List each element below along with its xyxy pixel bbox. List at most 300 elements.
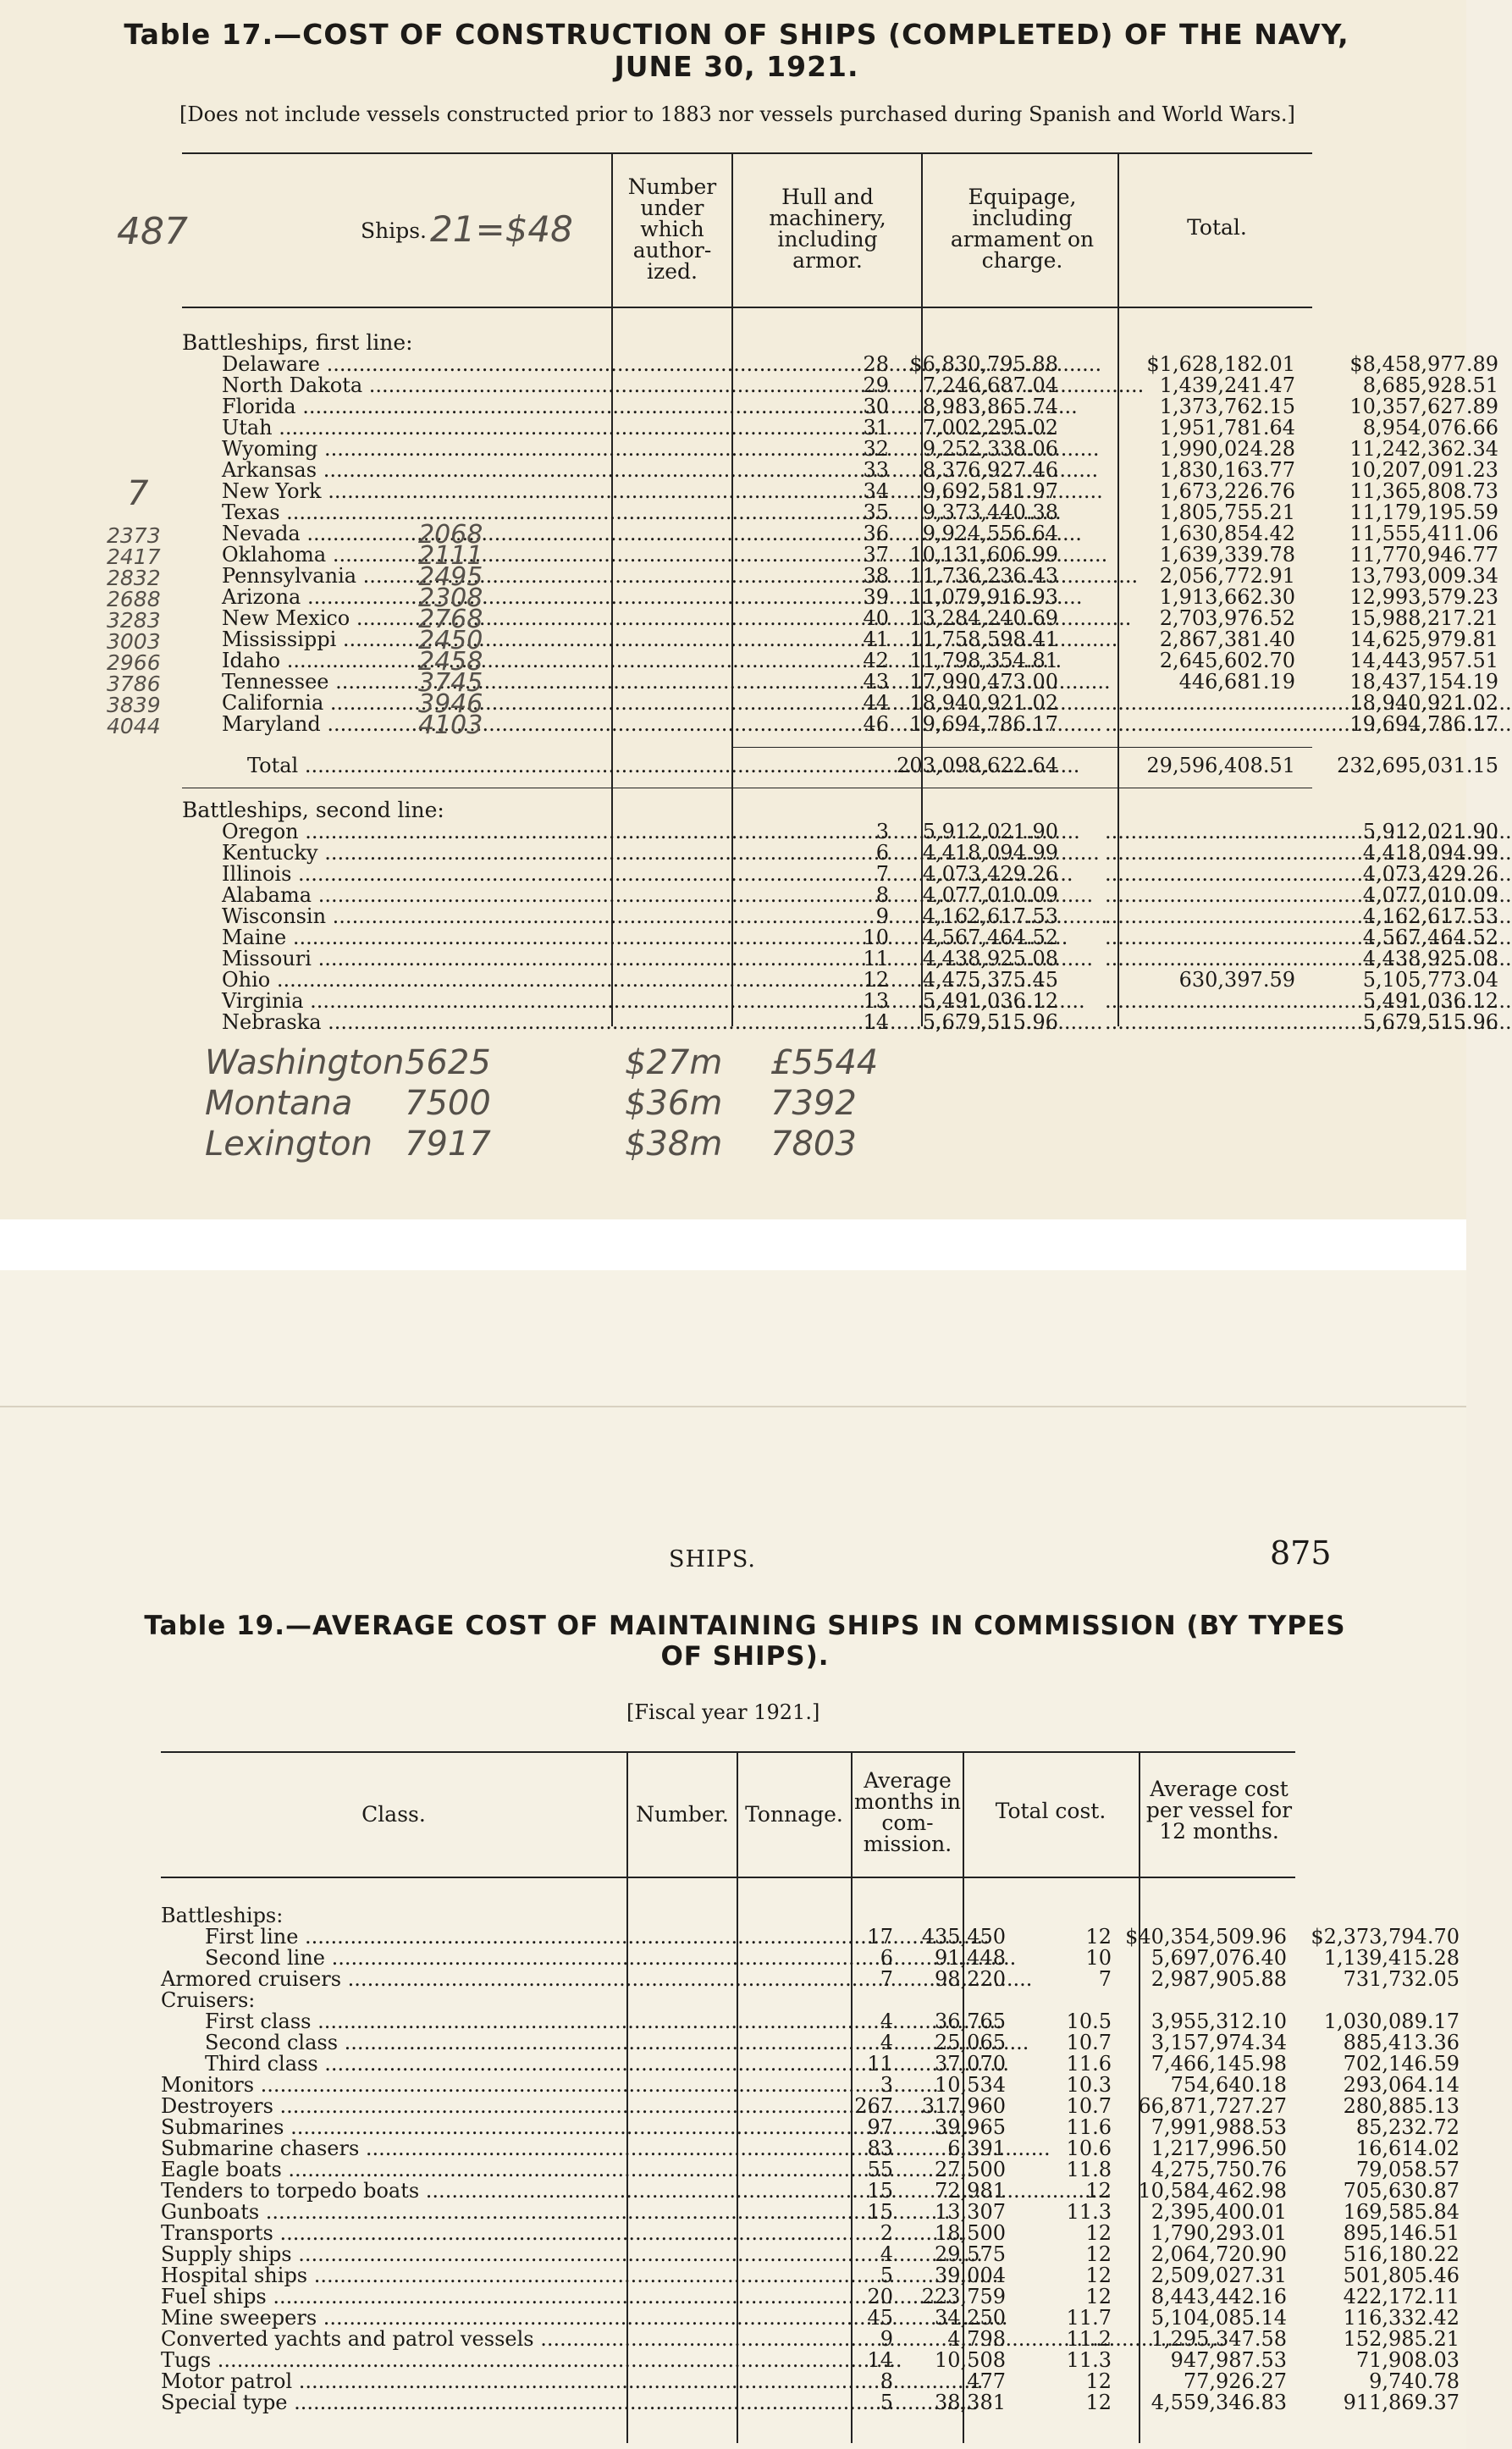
total-cost: 2,064,720.90 [1151,2242,1287,2266]
table-row [161,1967,1460,1991]
handwritten-right-number: 2458 [418,647,483,677]
total-row [178,754,1498,777]
months-in-commission: 10.7 [1066,2031,1112,2054]
authorization-number: 46 [863,712,889,736]
header-number: Number under which author- ized. [627,174,717,284]
handwritten-right-number: 2768 [418,605,483,634]
vessel-count: 11 [867,2052,893,2076]
handwritten-ship-name: Montana [205,1084,353,1123]
hull-cost: 10,131,606.99 [909,543,1058,567]
vessel-count: 17 [867,1925,893,1949]
total-rule [731,747,1312,748]
header-ships: Ships. [360,218,427,243]
table-row [161,2179,1460,2203]
table-row [161,2031,1460,2054]
authorization-number: 12 [863,968,889,992]
ship-name: Tennessee ..... [178,672,649,693]
authorization-number: 34 [863,479,889,503]
total-cost: 5,104,085.14 [1151,2306,1287,2330]
authorization-number: 40 [863,606,889,630]
ship-name: Kentucky ..... [178,843,649,864]
class-name: Battleships: [161,1904,284,1927]
table-row [161,1946,1460,1970]
handwritten-right-number: 4103 [418,710,483,740]
paper-slip [0,1270,1466,1407]
total-cost: 10,357,627.89 [1349,395,1498,418]
total-cost: 1,295,347.58 [1151,2327,1287,2351]
average-cost: 885,413.36 [1343,2031,1460,2054]
table-row [161,2327,1460,2351]
total-cost: 15,988,217.21 [1349,606,1498,630]
class-name: Submarine chasers ..... [161,2138,622,2159]
table-row [161,2073,1460,2097]
months-in-commission: 11.2 [1066,2327,1112,2351]
class-name: Mine sweepers ..... [161,2308,622,2329]
table-row [178,522,1498,545]
tonnage: 4,798 [947,2327,1006,2351]
tonnage: 435,450 [921,1925,1006,1949]
t19-header-tonnage: Tonnage. [745,1802,843,1827]
hull-cost: 7,246,687.04 [922,373,1058,397]
hull-cost: 13,284,240.69 [909,606,1058,630]
vessel-count: 7 [880,1967,893,1991]
total-cost: 66,871,727.27 [1138,2094,1287,2118]
handwritten-right-number: 2495 [418,562,483,592]
total-cost: 10,584,462.98 [1138,2179,1287,2203]
equipage-cost: 1,990,024.28 [1159,437,1295,461]
class-name: Eagle boats ..... [161,2159,622,2181]
empty-cell-leader [1105,1012,1295,1033]
table-row [178,926,1498,949]
authorization-number: 36 [863,522,889,545]
handwritten-left-number: 2417 [107,545,161,569]
empty-cell-leader [1105,991,1295,1012]
table-row [178,904,1498,928]
table-17-subtitle: [Does not include vessels constructed prior to 1883 nor vessels purchased during Spanish and World Wars.] [179,102,1295,126]
section-first-line: Battleships, first line: [182,330,413,355]
equipage-cost: 1,439,241.47 [1159,373,1295,397]
table-row [178,352,1498,376]
total-cost: 19,694,786.17 [1349,712,1498,736]
total-cost: 14,443,957.51 [1349,649,1498,672]
authorization-number: 30 [863,395,889,418]
equipage-cost: 1,639,339.78 [1159,543,1295,567]
ship-name: New York ..... [178,481,649,502]
vessel-count: 6 [880,1946,893,1970]
ship-name: Delaware ..... [178,354,649,375]
average-cost: 71,908.03 [1355,2348,1460,2372]
table-row [178,500,1498,524]
class-name: Fuel ships ..... [161,2286,622,2308]
class-name: Second line ..... [161,1948,622,1969]
ship-name: Oklahoma ..... [178,545,649,566]
authorization-number: 31 [863,416,889,439]
ship-name: Idaho ..... [178,650,649,672]
table-row [178,458,1498,482]
total-cost: 11,770,946.77 [1349,543,1498,567]
tonnage: 6,391 [947,2137,1006,2160]
vessel-count: 55 [867,2158,893,2181]
hull-cost: 5,912,021.90 [922,820,1058,843]
total-cost: 11,242,362.34 [1349,437,1498,461]
handwritten-tonnage: 7500 [405,1084,491,1123]
vessel-count: 20 [867,2285,893,2308]
total-cost: $8,458,977.89 [1349,352,1498,376]
table-row [178,968,1498,992]
total-hull: 203,098,622.64 [897,754,1058,777]
equipage-cost: 1,913,662.30 [1159,585,1295,609]
average-cost: 516,180.22 [1343,2242,1460,2266]
months-in-commission: 12 [1085,2369,1112,2393]
hull-cost: 9,692,581.97 [922,479,1058,503]
total-cost: 5,912,021.90 [1362,820,1498,843]
total-cost: 3,157,974.34 [1151,2031,1287,2054]
tonnage: 10,508 [935,2348,1006,2372]
equipage-cost: 1,830,163.77 [1159,458,1295,482]
table-row [161,2242,1460,2266]
scan-gap [0,1219,1466,1270]
total-cost: 5,491,036.12 [1362,989,1498,1013]
total-cost: 2,509,027.31 [1151,2264,1287,2287]
average-cost: 1,030,089.17 [1323,2010,1460,2033]
vessel-count: 4 [880,2242,893,2266]
equipage-cost: 2,703,976.52 [1159,606,1295,630]
empty-cell-leader [1105,906,1295,927]
handwritten-left-number: 3839 [107,693,161,717]
equipage-cost: $1,628,182.01 [1146,352,1295,376]
table-row [161,2221,1460,2245]
handwritten-left-number: 3003 [107,629,161,654]
handwritten-note-seven: 7 [127,474,149,513]
vessel-count: 5 [880,2391,893,2414]
authorization-number: 35 [863,500,889,524]
table-row [161,2285,1460,2308]
equipage-cost: 1,673,226.76 [1159,479,1295,503]
authorization-number: 11 [863,947,889,970]
table-row [178,670,1498,694]
average-cost: 280,885.13 [1343,2094,1460,2118]
empty-cell-leader [1105,948,1295,970]
months-in-commission: 10.7 [1066,2094,1112,2118]
ship-name: Illinois ..... [178,864,649,885]
total-cost: 18,437,154.19 [1349,670,1498,694]
page-table-17 [0,0,1498,1219]
handwritten-cost-millions: $36m [625,1084,723,1123]
ship-name: Nebraska ..... [178,1012,649,1033]
total-cost: 754,640.18 [1170,2073,1287,2097]
empty-cell-leader [1105,864,1295,885]
hull-cost: 9,252,338.06 [922,437,1058,461]
ship-name: Virginia ..... [178,991,649,1012]
total-cost: 1,217,996.50 [1151,2137,1287,2160]
tonnage: 29,575 [935,2242,1006,2266]
fiscal-year: [Fiscal year 1921.] [626,1700,820,1724]
hull-cost: 8,376,927.46 [922,458,1058,482]
tonnage: 27,500 [935,2158,1006,2181]
total-cost: 10,207,091.23 [1349,458,1498,482]
handwritten-right-number: 2111 [418,541,483,571]
ship-name: Arkansas ..... [178,460,649,481]
tonnage: 10,534 [935,2073,1006,2097]
table-row [178,416,1498,439]
total-cost: 4,275,750.76 [1151,2158,1287,2181]
authorization-number: 10 [863,926,889,949]
hull-cost: 17,990,473.00 [909,670,1058,694]
hull-cost: 8,983,865.74 [922,395,1058,418]
handwritten-left-number: 2688 [107,587,161,611]
table-row [161,2306,1460,2330]
class-name: Tenders to torpedo boats ..... [161,2181,622,2202]
hull-cost: 11,798,354.81 [909,649,1058,672]
average-cost: 702,146.59 [1343,2052,1460,2076]
equipage-cost: 1,951,781.64 [1159,416,1295,439]
months-in-commission: 12 [1085,2242,1112,2266]
class-name: Destroyers ..... [161,2096,622,2117]
ship-name: Ohio ..... [178,970,649,991]
table-row [178,437,1498,461]
authorization-number: 44 [863,691,889,715]
hull-cost: 4,475,375.45 [922,968,1058,992]
vessel-count: 15 [867,2200,893,2224]
table-row [178,841,1498,865]
ship-name: Mississippi ..... [178,629,649,650]
months-in-commission: 12 [1085,2285,1112,2308]
vessel-count: 8 [880,2369,893,2393]
running-head: SHIPS. [669,1546,756,1573]
months-in-commission: 12 [1085,2264,1112,2287]
authorization-number: 29 [863,373,889,397]
total-cost: $40,354,509.96 [1125,1925,1287,1949]
t19-header-number: Number. [636,1802,729,1827]
table-row [161,2369,1460,2393]
table-row [178,564,1498,588]
total-label: Total ..... [178,755,607,777]
hull-cost: 7,002,295.02 [922,416,1058,439]
ship-name: Utah ..... [178,417,649,439]
table-row [178,820,1498,843]
average-cost: 85,232.72 [1355,2115,1460,2139]
ship-name: Pennsylvania ..... [178,566,649,587]
table-19-title: Table 19.—AVERAGE COST OF MAINTAINING SHIPS IN COMMISSION (BY TYPES OF SHIPS). [144,1611,1346,1672]
handwritten-tonnage: 7917 [405,1125,491,1164]
average-cost: 9,740.78 [1369,2369,1460,2393]
authorization-number: 39 [863,585,889,609]
total-cost: 4,438,925.08 [1362,947,1498,970]
months-in-commission: 11.7 [1066,2306,1112,2330]
handwritten-ship-name: Lexington [205,1125,372,1164]
total-cost: 11,555,411.06 [1349,522,1498,545]
equipage-cost: 2,867,381.40 [1159,627,1295,651]
handwritten-right-number: 2308 [418,583,483,613]
vessel-count: 3 [880,2073,893,2097]
table-row [178,989,1498,1013]
equipage-cost: 1,805,755.21 [1159,500,1295,524]
table-row [161,2137,1460,2160]
total-cost: 4,077,010.09 [1362,883,1498,907]
total-cost: 7,466,145.98 [1151,2052,1287,2076]
authorization-number: 33 [863,458,889,482]
ship-name: New Mexico ..... [178,608,649,629]
total-cost: 8,685,928.51 [1362,373,1498,397]
table-row [178,606,1498,630]
table-row [178,862,1498,886]
table-row [161,2158,1460,2181]
table-row [161,2115,1460,2139]
total-cost: 5,105,773.04 [1362,968,1498,992]
tonnage: 72,981 [935,2179,1006,2203]
tonnage: 37,070 [935,2052,1006,2076]
handwritten-left-number: 3786 [107,672,161,696]
ship-name: Arizona ..... [178,587,649,608]
authorization-number: 28 [863,352,889,376]
ship-name: Missouri ..... [178,948,649,970]
average-cost: 293,064.14 [1343,2073,1460,2097]
tonnage: 13,307 [935,2200,1006,2224]
header-bottom-rule [182,307,1312,308]
table-row [178,883,1498,907]
section-second-line: Battleships, second line: [182,798,444,822]
hull-cost: 4,162,617.53 [922,904,1058,928]
average-cost: 79,058.57 [1355,2158,1460,2181]
authorization-number: 8 [875,883,889,907]
handwritten-left-number: 2832 [107,566,161,590]
hull-cost: 5,679,515.96 [922,1010,1058,1034]
total-cost: 4,162,617.53 [1362,904,1498,928]
average-cost: 422,172.11 [1343,2285,1460,2308]
ship-name: Florida ..... [178,396,649,417]
total-cost: 2,987,905.88 [1151,1967,1287,1991]
average-cost: 705,630.87 [1343,2179,1460,2203]
table-row [178,479,1498,503]
months-in-commission: 11.8 [1066,2158,1112,2181]
average-cost: 152,985.21 [1343,2327,1460,2351]
total-cost: 14,625,979.81 [1349,627,1498,651]
class-name: Gunboats ..... [161,2202,622,2223]
table-row [161,2010,1460,2033]
tonnage: 223,759 [921,2285,1006,2308]
table-row [178,543,1498,567]
table-row [161,1925,1460,1949]
months-in-commission: 11.3 [1066,2200,1112,2224]
total-cost: 12,993,579.23 [1349,585,1498,609]
authorization-number: 32 [863,437,889,461]
ship-name: North Dakota ..... [178,375,649,396]
t19-header-class: Class. [361,1802,426,1827]
table-row [178,395,1498,418]
vessel-count: 97 [867,2115,893,2139]
ship-name: Wyoming ..... [178,439,649,460]
authorization-number: 6 [875,841,889,865]
class-name: First line ..... [161,1927,622,1948]
average-cost: $2,373,794.70 [1311,1925,1460,1949]
header-top-rule [182,152,1312,154]
header-total: Total. [1187,215,1247,240]
hull-cost: 9,373,440.38 [922,500,1058,524]
vessel-count: 9 [880,2327,893,2351]
table-row [178,627,1498,651]
hull-cost: 11,736,236.43 [909,564,1058,588]
handwritten-ship-name: Washington [205,1043,405,1082]
class-name: Transports ..... [161,2223,622,2244]
handwritten-right-number: 3946 [418,689,483,719]
t19-header-top-rule [161,1751,1295,1753]
table-row [161,1990,1304,2011]
table-row [161,1905,1304,1927]
equipage-cost: 2,056,772.91 [1159,564,1295,588]
class-name: Third class ..... [161,2054,622,2075]
page-number: 875 [1270,1534,1332,1572]
average-cost: 16,614.02 [1355,2137,1460,2160]
months-in-commission: 11.3 [1066,2348,1112,2372]
class-name: Monitors ..... [161,2075,622,2096]
class-name: Armored cruisers ..... [161,1969,622,1990]
total-cost: 11,365,808.73 [1349,479,1498,503]
empty-cell-leader [1105,821,1295,843]
hull-cost: 11,079,916.93 [909,585,1058,609]
authorization-number: 13 [863,989,889,1013]
authorization-number: 42 [863,649,889,672]
months-in-commission: 10 [1085,1946,1112,1970]
total-cost: 8,443,442.16 [1151,2285,1287,2308]
months-in-commission: 12 [1085,1925,1112,1949]
months-in-commission: 10.3 [1066,2073,1112,2097]
table-row [178,649,1498,672]
total-cost: 947,987.53 [1170,2348,1287,2372]
handwritten-cost-millions: $27m [625,1043,723,1082]
authorization-number: 7 [875,862,889,886]
table-row [178,947,1498,970]
tonnage: 18,500 [935,2221,1006,2245]
table-row [178,373,1498,397]
hull-cost: 18,940,921.02 [909,691,1058,715]
authorization-number: 14 [863,1010,889,1034]
hull-cost: 5,491,036.12 [922,989,1058,1013]
handwritten-cost-millions: $38m [625,1125,723,1164]
tonnage: 477 [967,2369,1006,2393]
table-row [161,2200,1460,2224]
handwritten-note-header: 21=$48 [430,208,573,250]
handwritten-pounds: 7803 [770,1125,857,1164]
empty-cell-leader [1105,714,1295,735]
vessel-count: 14 [867,2348,893,2372]
total-cost: 18,940,921.02 [1349,691,1498,715]
handwritten-left-number: 2373 [107,523,161,548]
total-cost: 1,790,293.01 [1151,2221,1287,2245]
total-cost: 3,955,312.10 [1151,2010,1287,2033]
vessel-count: 2 [880,2221,893,2245]
t19-header-total-cost: Total cost. [995,1799,1106,1823]
tonnage: 91,448 [935,1946,1006,1970]
t19-header-bottom-rule [161,1877,1295,1878]
total-cost: 77,926.27 [1183,2369,1287,2393]
table-row [178,712,1498,736]
average-cost: 1,139,415.28 [1323,1946,1460,1970]
average-cost: 501,805.46 [1343,2264,1460,2287]
handwritten-right-number: 2450 [418,626,483,655]
vessel-count: 4 [880,2031,893,2054]
authorization-number: 38 [863,564,889,588]
tonnage: 39,004 [935,2264,1006,2287]
equipage-cost: 446,681.19 [1178,670,1295,694]
hull-cost: 9,924,556.64 [922,522,1058,545]
authorization-number: 37 [863,543,889,567]
tonnage: 38,381 [935,2391,1006,2414]
vessel-count: 45 [867,2306,893,2330]
ship-name: Wisconsin ..... [178,906,649,927]
total-cost: 4,073,429.26 [1362,862,1498,886]
t19-header-avg-cost: Average cost per vessel for 12 months. [1145,1777,1293,1844]
tonnage: 317,960 [921,2094,1006,2118]
